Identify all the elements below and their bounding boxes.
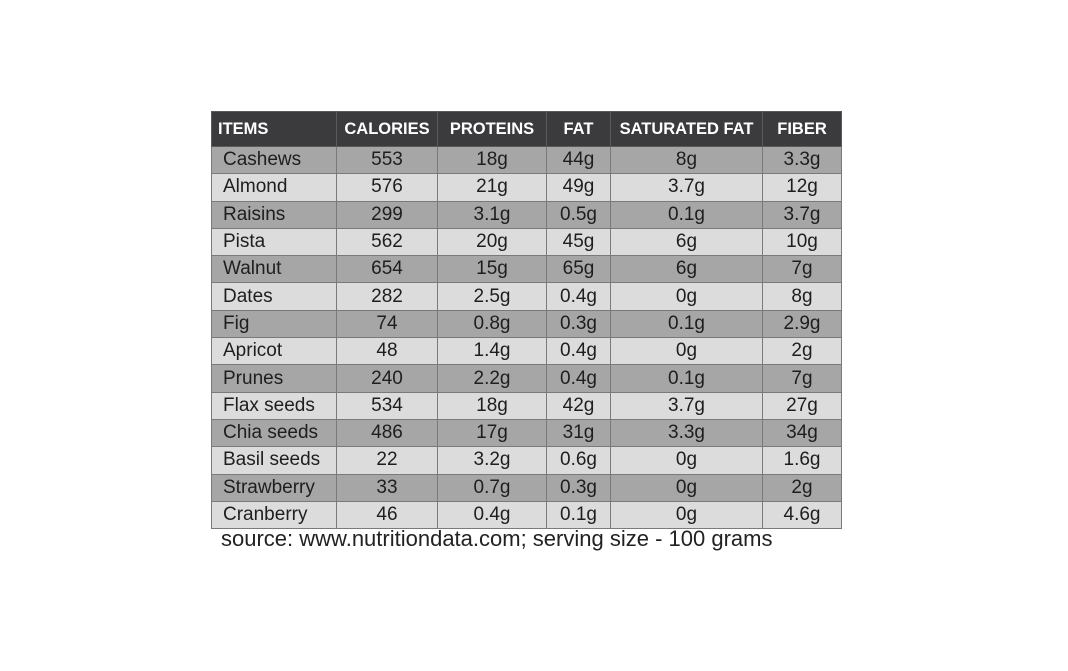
item-cell: Basil seeds	[212, 447, 337, 474]
calories-cell: 22	[337, 447, 438, 474]
table-row	[212, 474, 842, 501]
nutrition-table	[211, 111, 842, 529]
header-items: ITEMS	[212, 112, 337, 147]
saturated-fat-cell: 8g	[611, 147, 763, 174]
table-row	[212, 228, 842, 255]
fiber-cell: 27g	[763, 392, 842, 419]
table-row	[212, 338, 842, 365]
table-row	[212, 201, 842, 228]
item-cell: Prunes	[212, 365, 337, 392]
saturated-fat-cell: 0g	[611, 474, 763, 501]
fat-cell: 42g	[547, 392, 611, 419]
fat-cell: 0.4g	[547, 365, 611, 392]
table-row	[212, 365, 842, 392]
calories-cell: 486	[337, 419, 438, 446]
fat-cell: 45g	[547, 228, 611, 255]
table-header-row	[212, 112, 842, 147]
item-cell: Cranberry	[212, 501, 337, 528]
fat-cell: 0.1g	[547, 501, 611, 528]
proteins-cell: 1.4g	[438, 338, 547, 365]
item-cell: Fig	[212, 310, 337, 337]
proteins-cell: 17g	[438, 419, 547, 446]
header-proteins: PROTEINS	[438, 112, 547, 147]
fat-cell: 0.5g	[547, 201, 611, 228]
nutrition-table-container	[211, 111, 841, 529]
saturated-fat-cell: 3.3g	[611, 419, 763, 446]
item-cell: Almond	[212, 174, 337, 201]
table-row	[212, 419, 842, 446]
calories-cell: 33	[337, 474, 438, 501]
fat-cell: 0.3g	[547, 474, 611, 501]
item-cell: Dates	[212, 283, 337, 310]
saturated-fat-cell: 0g	[611, 447, 763, 474]
calories-cell: 553	[337, 147, 438, 174]
fiber-cell: 2g	[763, 474, 842, 501]
item-cell: Apricot	[212, 338, 337, 365]
saturated-fat-cell: 6g	[611, 228, 763, 255]
header-fiber: FIBER	[763, 112, 842, 147]
table-body	[212, 147, 842, 529]
table-row	[212, 256, 842, 283]
proteins-cell: 15g	[438, 256, 547, 283]
fiber-cell: 3.7g	[763, 201, 842, 228]
saturated-fat-cell: 3.7g	[611, 174, 763, 201]
source-note: source: www.nutritiondata.com; serving size - 100 grams	[221, 526, 773, 551]
fat-cell: 0.6g	[547, 447, 611, 474]
table-row	[212, 501, 842, 528]
fiber-cell: 7g	[763, 365, 842, 392]
proteins-cell: 20g	[438, 228, 547, 255]
item-cell: Pista	[212, 228, 337, 255]
saturated-fat-cell: 0g	[611, 501, 763, 528]
calories-cell: 299	[337, 201, 438, 228]
fat-cell: 0.4g	[547, 283, 611, 310]
table-row	[212, 447, 842, 474]
fiber-cell: 4.6g	[763, 501, 842, 528]
saturated-fat-cell: 0g	[611, 283, 763, 310]
calories-cell: 562	[337, 228, 438, 255]
saturated-fat-cell: 3.7g	[611, 392, 763, 419]
fat-cell: 49g	[547, 174, 611, 201]
calories-cell: 74	[337, 310, 438, 337]
saturated-fat-cell: 0.1g	[611, 310, 763, 337]
item-cell: Chia seeds	[212, 419, 337, 446]
calories-cell: 576	[337, 174, 438, 201]
fiber-cell: 34g	[763, 419, 842, 446]
fiber-cell: 2.9g	[763, 310, 842, 337]
fiber-cell: 3.3g	[763, 147, 842, 174]
saturated-fat-cell: 0g	[611, 338, 763, 365]
proteins-cell: 3.1g	[438, 201, 547, 228]
fiber-cell: 1.6g	[763, 447, 842, 474]
table-row	[212, 283, 842, 310]
item-cell: Raisins	[212, 201, 337, 228]
saturated-fat-cell: 0.1g	[611, 365, 763, 392]
fat-cell: 65g	[547, 256, 611, 283]
calories-cell: 240	[337, 365, 438, 392]
calories-cell: 48	[337, 338, 438, 365]
item-cell: Strawberry	[212, 474, 337, 501]
saturated-fat-cell: 0.1g	[611, 201, 763, 228]
table-row	[212, 147, 842, 174]
fiber-cell: 12g	[763, 174, 842, 201]
proteins-cell: 2.2g	[438, 365, 547, 392]
calories-cell: 282	[337, 283, 438, 310]
item-cell: Flax seeds	[212, 392, 337, 419]
proteins-cell: 0.7g	[438, 474, 547, 501]
calories-cell: 534	[337, 392, 438, 419]
fat-cell: 31g	[547, 419, 611, 446]
fiber-cell: 10g	[763, 228, 842, 255]
header-calories: CALORIES	[337, 112, 438, 147]
fiber-cell: 2g	[763, 338, 842, 365]
fiber-cell: 8g	[763, 283, 842, 310]
item-cell: Cashews	[212, 147, 337, 174]
proteins-cell: 2.5g	[438, 283, 547, 310]
calories-cell: 46	[337, 501, 438, 528]
fat-cell: 0.4g	[547, 338, 611, 365]
table-row	[212, 174, 842, 201]
proteins-cell: 3.2g	[438, 447, 547, 474]
fat-cell: 44g	[547, 147, 611, 174]
fiber-cell: 7g	[763, 256, 842, 283]
fat-cell: 0.3g	[547, 310, 611, 337]
header-fat: FAT	[547, 112, 611, 147]
proteins-cell: 21g	[438, 174, 547, 201]
saturated-fat-cell: 6g	[611, 256, 763, 283]
table-row	[212, 392, 842, 419]
proteins-cell: 0.4g	[438, 501, 547, 528]
header-saturated-fat: SATURATED FAT	[611, 112, 763, 147]
proteins-cell: 0.8g	[438, 310, 547, 337]
table-row	[212, 310, 842, 337]
proteins-cell: 18g	[438, 392, 547, 419]
calories-cell: 654	[337, 256, 438, 283]
item-cell: Walnut	[212, 256, 337, 283]
proteins-cell: 18g	[438, 147, 547, 174]
